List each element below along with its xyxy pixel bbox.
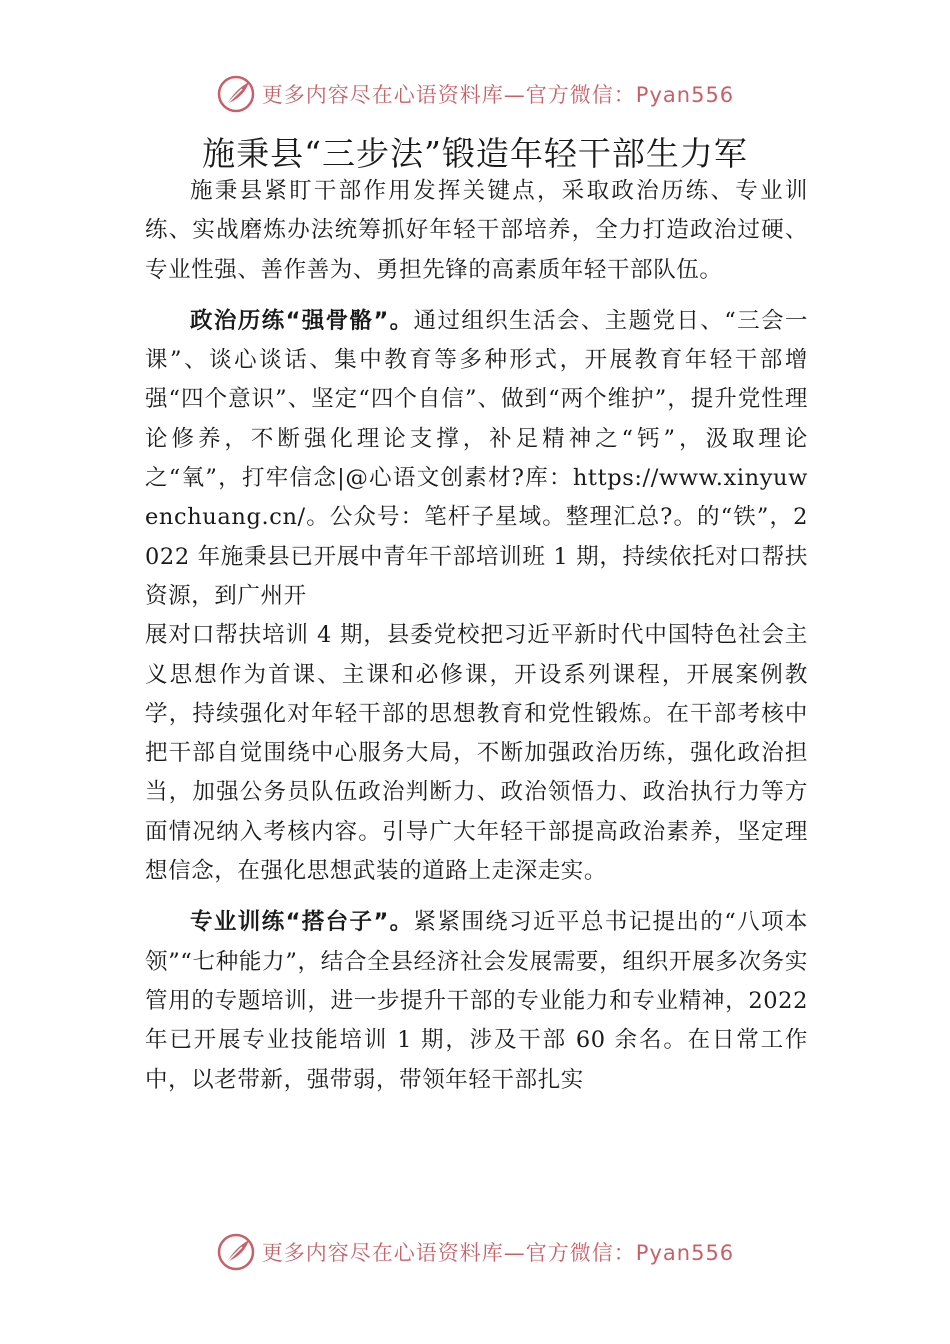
- watermark-banner-bottom: [0, 1230, 950, 1274]
- feather-logo-icon: [216, 74, 256, 114]
- article-title: 施秉县“三步法”锻造年轻干部生力军: [202, 134, 748, 173]
- section-political-training: [145, 302, 808, 616]
- section-text: 紧紧围绕习近平总书记提出的“八项本领”“七种能力”，结合全县经济社会发展需要，组织开展多次务实管用的专题培训，进一步提升干部的专业能力和专业精神，2022 年已开展专业技能培训 1 期，涉及干部 60 余名。在日常工作中，以老带新，强带弱，带领年轻干部扎实: [145, 909, 808, 1093]
- section-text: 通过组织生活会、主题党日、“三会一课”、谈心谈话、集中教育等多种形式，开展教育年轻干部增强“四个意识”、坚定“四个自信”、做到“两个维护”，提升党性理论修养，不断强化理论支撑，补足精神之“钙”，汲取理论之“氧”，打牢信念|@心语文创素材?库：https://www.xinyuwenchuang.cn/。公众号：笔杆子星域。整理汇总?。的“铁”，2022 年施秉县已开展中青年干部培训班 1 期，持续依托对口帮扶资源，到广州开: [145, 307, 808, 609]
- section-heading: 政治历练“强骨骼”。: [190, 307, 414, 334]
- intro-paragraph: 施秉县紧盯干部作用发挥关键点，采取政治历练、专业训练、实战磨炼办法统筹抓好年轻干部培养，全力打造政治过硬、专业性强、善作善为、勇担先锋的高素质年轻干部队伍。: [145, 178, 808, 283]
- watermark-banner-top: [0, 72, 950, 116]
- section-professional-training: [145, 903, 808, 1099]
- section-heading: 专业训练“搭台子”。: [190, 909, 414, 936]
- article-body: [145, 172, 808, 1100]
- watermark-text: 更多内容尽在心语资料库—官方微信：Pyan556: [261, 1241, 735, 1265]
- watermark-text: 更多内容尽在心语资料库—官方微信：Pyan556: [261, 83, 735, 107]
- section-political-training-continued: 展对口帮扶培训 4 期，县委党校把习近平新时代中国特色社会主义思想作为首课、主课和必修课，开设系列课程，开展案例教学，持续强化对年轻干部的思想教育和党性锻炼。在干部考核中把干部自觉围绕中心服务大局，不断加强政治历练，强化政治担当，加强公务员队伍政治判断力、政治领悟力、政治执行力等方面情况纳入考核内容。引导广大年轻干部提高政治素养，坚定理想信念，在强化思想武装的道路上走深走实。: [145, 622, 808, 885]
- feather-logo-icon: [216, 1232, 256, 1272]
